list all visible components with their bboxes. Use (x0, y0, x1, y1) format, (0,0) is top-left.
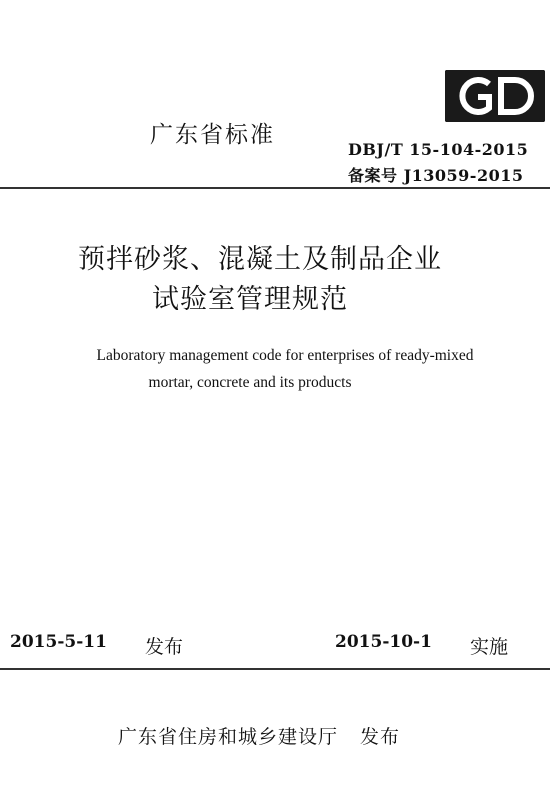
issue-date: 2015-5-11 (10, 632, 107, 652)
english-title-line1: Laboratory management code for enterprises of ready-mixed (96, 347, 474, 364)
standard-organization: 广东省标准 (150, 122, 275, 148)
registration-number: 备案号 J13059-2015 (348, 166, 524, 185)
english-title (0, 342, 550, 396)
chinese-title (0, 240, 550, 320)
english-title-line2: mortar, concrete and its products (148, 374, 352, 391)
publisher-name: 广东省住房和城乡建设厅 (118, 726, 339, 748)
chinese-title-line1: 预拌砂浆、混凝土及制品企业 (78, 244, 442, 275)
standard-code: DBJ/T 15-104-2015 (348, 140, 529, 159)
gd-logo-icon (445, 70, 545, 122)
implementation-label: 实施 (470, 636, 509, 658)
header-divider (0, 187, 550, 189)
implementation-date: 2015-10-1 (335, 632, 432, 652)
chinese-title-line2: 试验室管理规范 (152, 284, 348, 315)
issue-label: 发布 (145, 636, 184, 658)
publisher-action: 发布 (360, 726, 401, 748)
footer-divider (0, 668, 550, 670)
publisher (118, 722, 400, 749)
